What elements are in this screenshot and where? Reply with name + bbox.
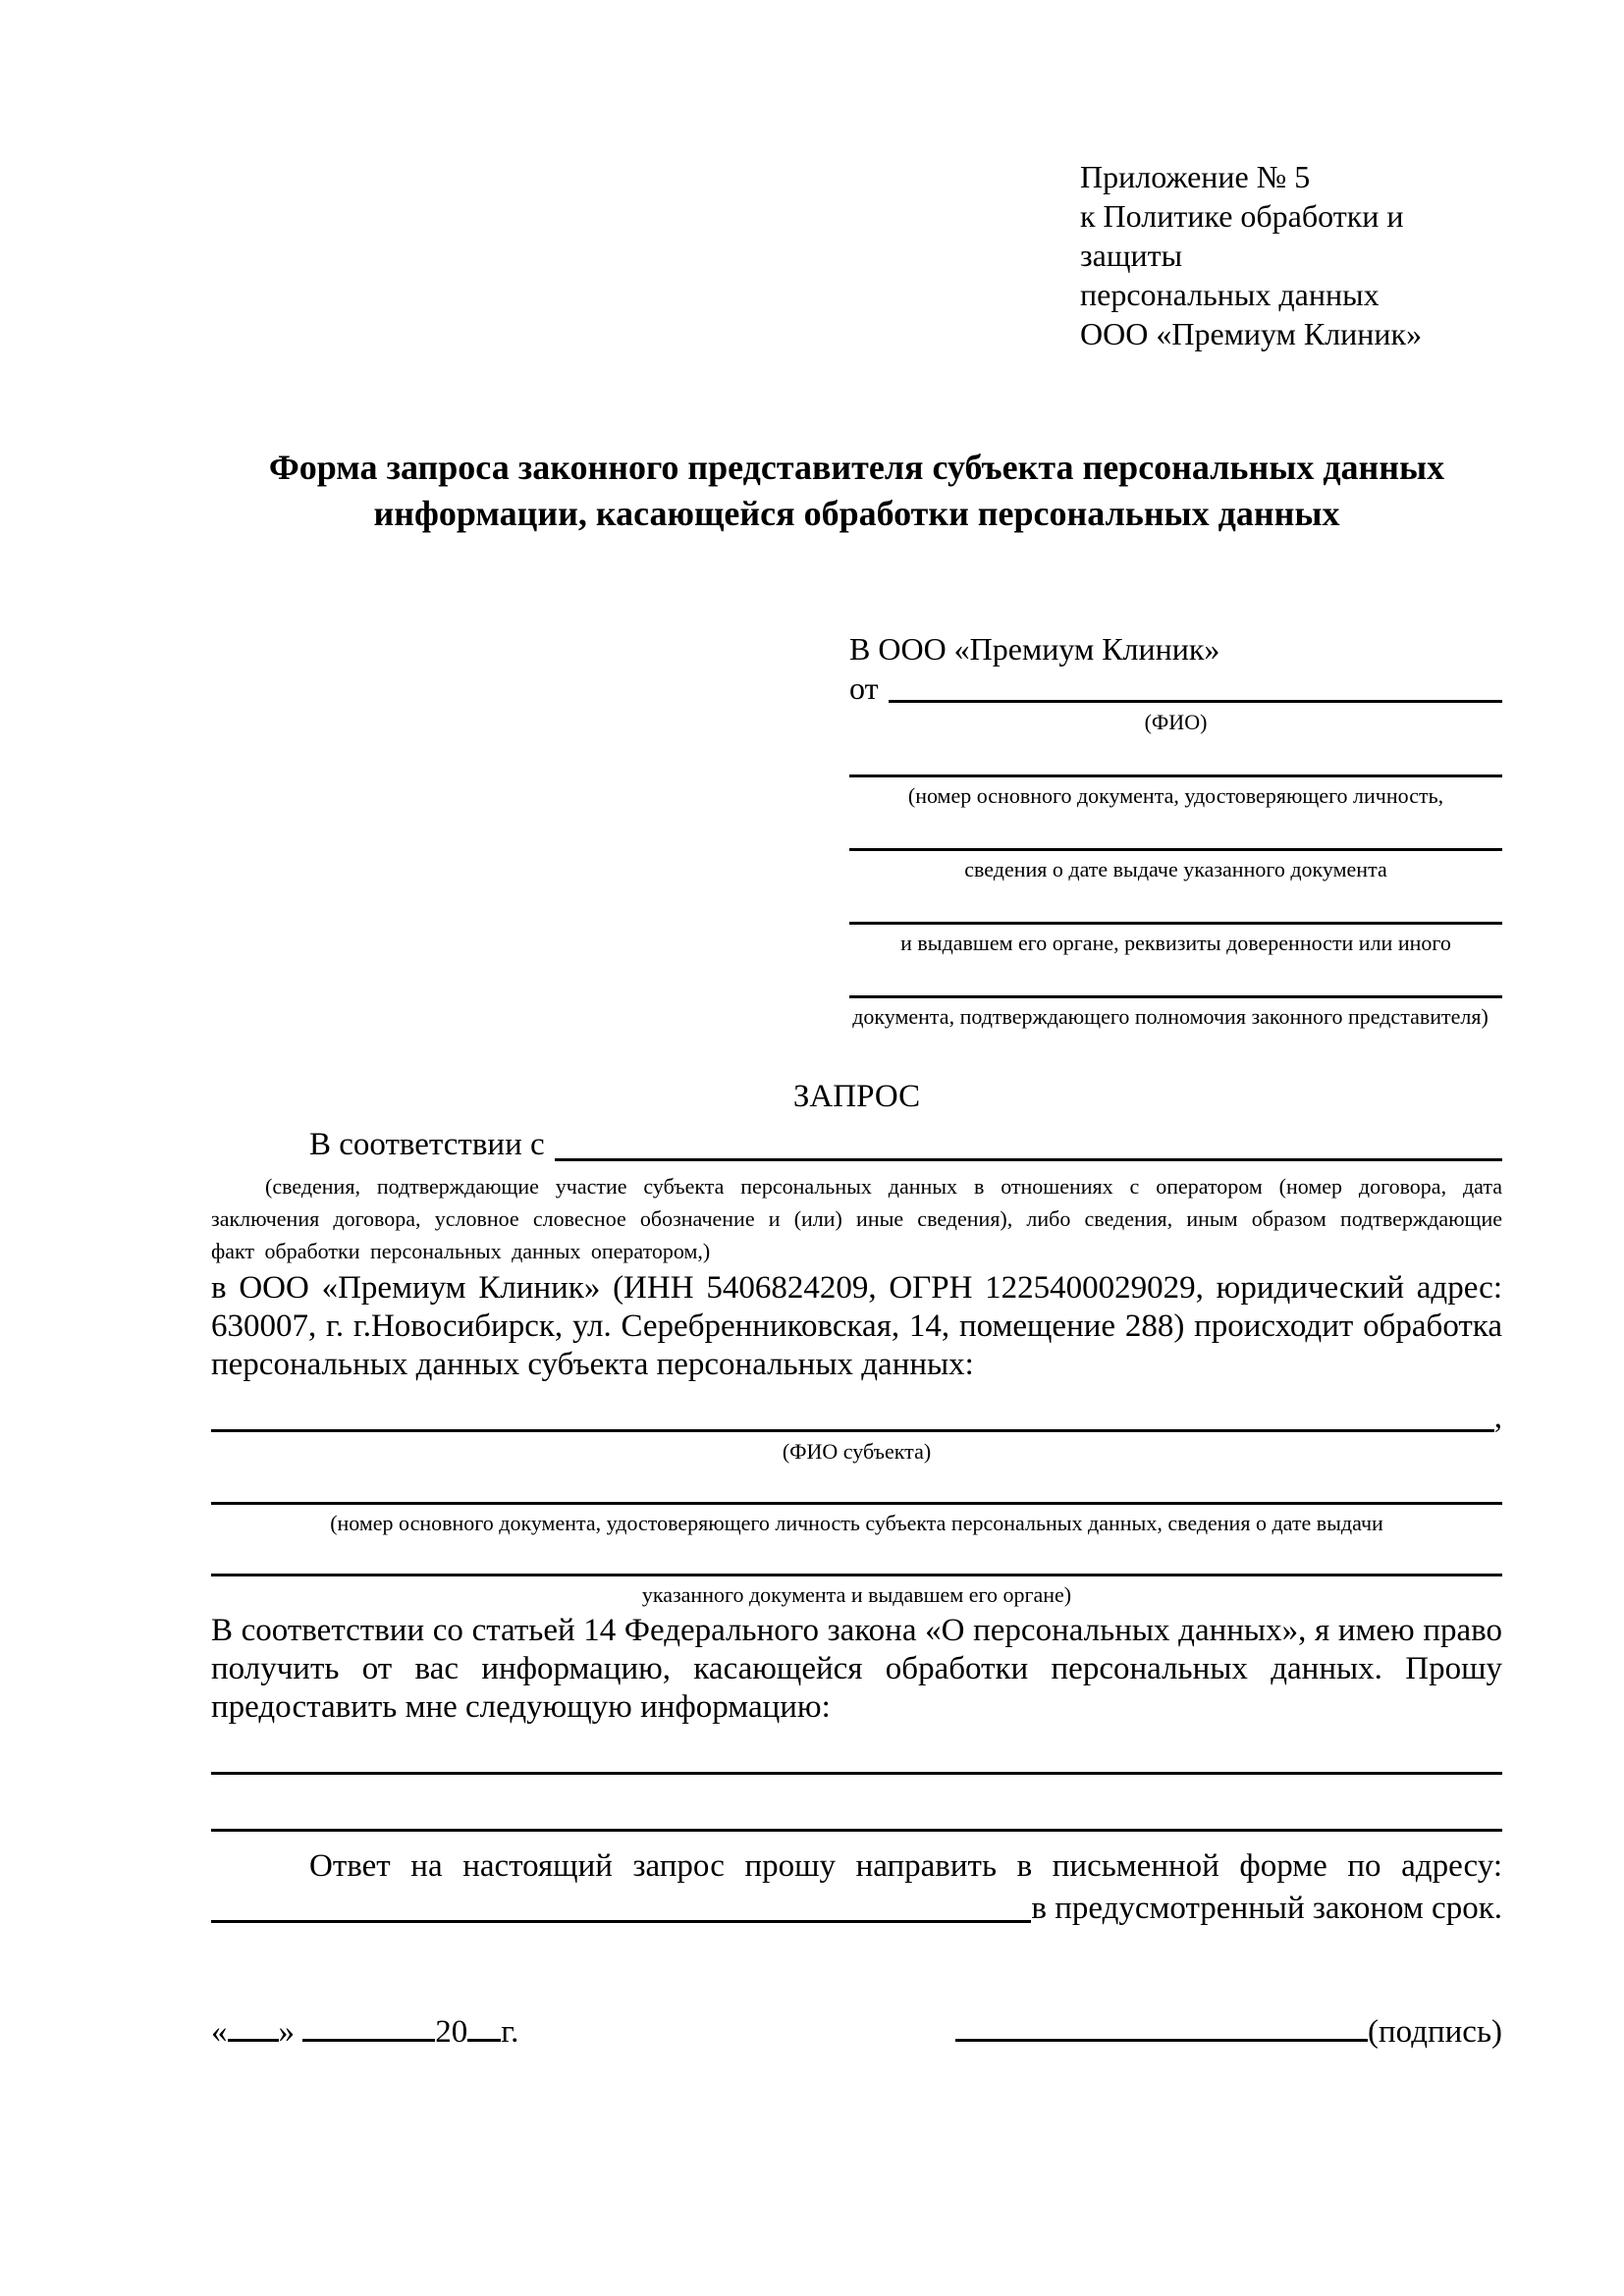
reply-deadline-text: в предусмотренный законом срок. bbox=[1031, 1891, 1502, 1926]
info-request-blank-line-1 bbox=[211, 1772, 1502, 1775]
subject-doc-caption-1: (номер основного документа, удостоверяющего личность субъекта персональных данных, сведения о дате выдачи bbox=[330, 1511, 1383, 1535]
intro-row bbox=[211, 1123, 1502, 1166]
from-row bbox=[849, 668, 1502, 708]
document-title: Форма запроса законного представителя субъекта персональных данных информации, касающейся обработки персональных данных bbox=[268, 448, 1445, 533]
request-heading: ЗАПРОС bbox=[792, 1079, 921, 1114]
date-year-prefix: 20 bbox=[435, 2014, 468, 2050]
date-day-underscore bbox=[228, 2039, 279, 2042]
signature-line bbox=[955, 2039, 1368, 2042]
info-request-blank-line-2 bbox=[211, 1829, 1502, 1832]
subject-fio-line bbox=[211, 1398, 1494, 1432]
representative-doc-issue-date-line bbox=[849, 848, 1502, 851]
first-line-indent bbox=[211, 1123, 309, 1166]
appendix-number: Приложение № 5 bbox=[1080, 159, 1311, 194]
reply-address-line bbox=[211, 1887, 1031, 1923]
operator-paragraph: в ООО «Премиум Клиник» (ИНН 5406824209, ОГРН 1225400029029, юридический адрес: 630007, г. г.Новосибирск, ул. Серебренниковская, 14, помещение 288) происходит обработка персональных данных субъекта персональных данных: bbox=[211, 1270, 1502, 1382]
subject-doc-line-2 bbox=[211, 1574, 1502, 1576]
intro-prefix: В соответствии с bbox=[309, 1127, 545, 1162]
date-block bbox=[211, 2010, 518, 2054]
date-quote-close: » bbox=[278, 2014, 295, 2050]
representative-doc-number-line bbox=[849, 774, 1502, 777]
addressee-block bbox=[849, 629, 1502, 1032]
representative-fio-line bbox=[889, 668, 1502, 703]
basis-caption: (сведения, подтверждающие участие субъекта персональных данных в отношениях с оператором (номер договора, дата заключения договора, условное словесное обозначение и (или) иные сведения), либо сведения, иным образом подтверждающие факт обработки персональных данных оператором,) bbox=[211, 1174, 1502, 1263]
signature-caption: (подпись) bbox=[1368, 2014, 1502, 2050]
date-year-suffix: г. bbox=[501, 2014, 519, 2050]
date-year-underscore bbox=[467, 2039, 501, 2042]
representative-doc-caption-4: документа, подтверждающего полномочия законного представителя) bbox=[852, 1004, 1489, 1029]
signature-block bbox=[955, 2010, 1502, 2054]
law-paragraph: В соответствии со статьей 14 Федерального закона «О персональных данных», я имею право получить от вас информацию, касающейся обработки персональных данных. Прошу предоставить мне следующую информацию: bbox=[211, 1613, 1502, 1725]
appendix-policy-line1: к Политике обработки и защиты bbox=[1080, 198, 1404, 273]
authority-doc-line bbox=[849, 995, 1502, 998]
subject-doc-caption-2: указанного документа и выдавшем его органе) bbox=[641, 1582, 1072, 1607]
appendix-header bbox=[1080, 157, 1502, 353]
date-month-underscore bbox=[302, 2039, 435, 2042]
representative-doc-caption-2: сведения о дате выдаче указанного документа bbox=[964, 857, 1387, 881]
reply-address-row bbox=[211, 1887, 1502, 1930]
representative-doc-issuer-line bbox=[849, 922, 1502, 925]
date-quote-open: « bbox=[211, 2014, 228, 2050]
reply-address-sentence: Ответ на настоящий запрос прошу направить в письменной форме по адресу: bbox=[309, 1848, 1502, 1884]
from-label: от bbox=[849, 670, 879, 706]
appendix-organization: ООО «Премиум Клиник» bbox=[1080, 316, 1423, 351]
subject-fio-row bbox=[211, 1398, 1502, 1437]
subject-doc-line-1 bbox=[211, 1502, 1502, 1505]
subject-fio-caption: (ФИО субъекта) bbox=[782, 1439, 932, 1464]
fio-caption: (ФИО) bbox=[1144, 710, 1208, 734]
subject-fio-comma: , bbox=[1493, 1400, 1502, 1435]
appendix-policy-line2: персональных данных bbox=[1080, 277, 1380, 312]
basis-blank-line bbox=[555, 1123, 1502, 1161]
footer-row bbox=[211, 2010, 1502, 2054]
representative-doc-caption-1: (номер основного документа, удостоверяющего личность, bbox=[907, 783, 1444, 808]
addressee-organization: В ООО «Премиум Клиник» bbox=[849, 631, 1220, 667]
representative-doc-caption-3: и выдавшем его органе, реквизиты доверенности или иного bbox=[900, 931, 1451, 955]
